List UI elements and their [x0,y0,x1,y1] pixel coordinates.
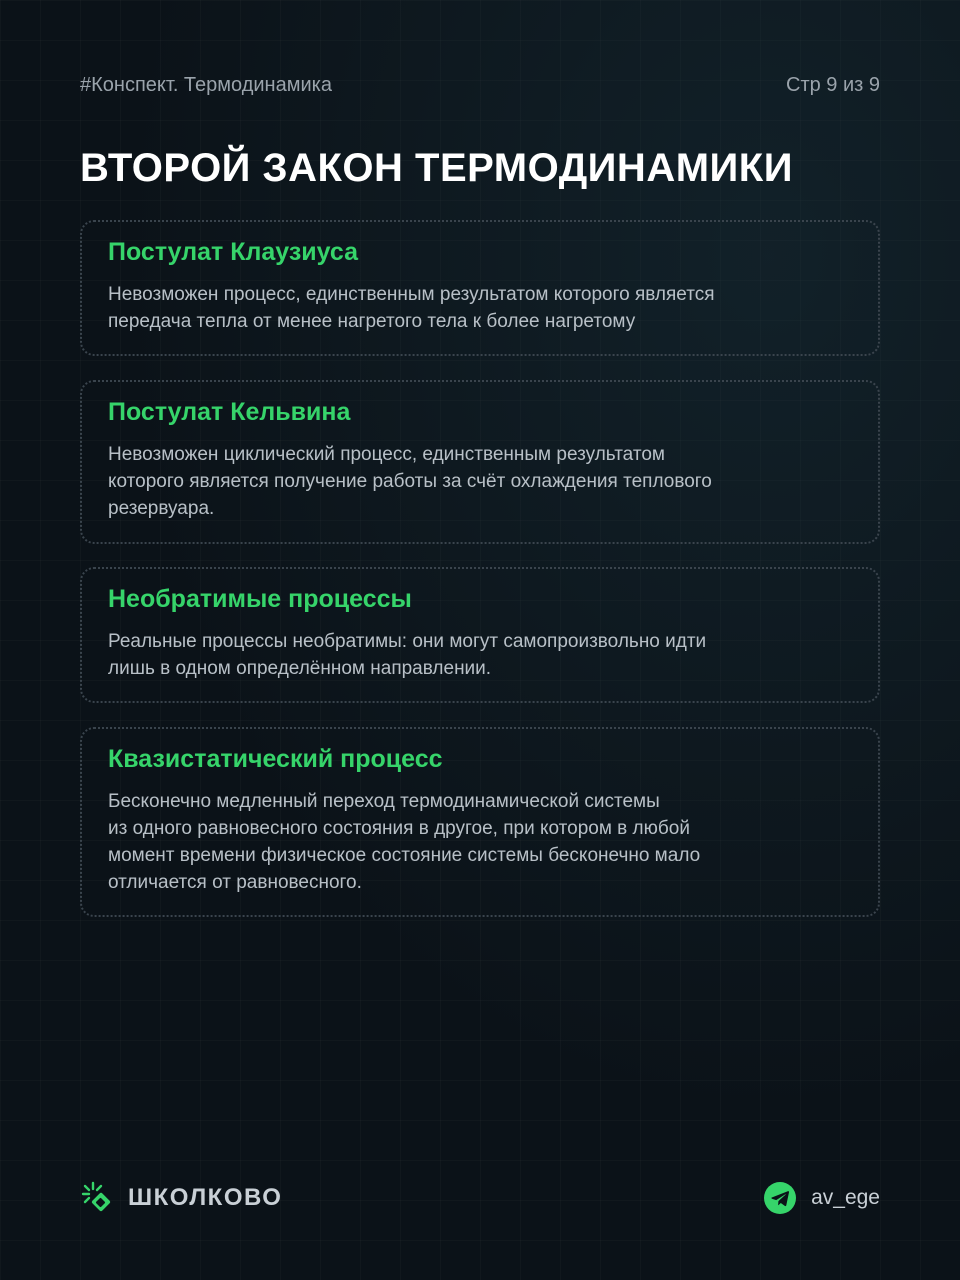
page-indicator: Стр 9 из 9 [786,74,880,96]
card-text-line: отличается от равновесного. [108,872,362,893]
brand [80,1181,282,1215]
card-text [108,441,852,522]
card-text-line: Невозможен процесс, единственным результатом которого является [108,284,715,305]
header [80,74,880,97]
card-irreversible [80,567,880,703]
card-text-line: Реальные процессы необратимы: они могут самопроизвольно идти [108,631,707,652]
card-text [108,788,852,896]
channel-link[interactable] [763,1181,880,1215]
card-text-line: из одного равновесного состояния в другое, при котором в любой [108,818,690,839]
card-text-line: Бесконечно медленный переход термодинамической системы [108,791,660,812]
card-title: Постулат Кельвина [108,398,351,426]
telegram-icon[interactable] [763,1181,797,1215]
card-clausius [80,220,880,356]
card-title: Необратимые процессы [108,585,412,613]
card-text-line: резервуара. [108,498,215,519]
card-text-line: лишь в одном определённом направлении. [108,658,492,679]
page-title: ВТОРОЙ ЗАКОН ТЕРМОДИНАМИКИ [80,146,793,190]
card-text [108,281,852,335]
card-text-line: момент времени физическое состояние системы бесконечно мало [108,845,701,866]
card-kelvin [80,380,880,544]
card-text-line: Невозможен циклический процесс, единственным результатом [108,444,665,465]
card-quasistatic [80,727,880,917]
card-text-line: которого является получение работы за счёт охлаждения теплового [108,471,712,492]
sparkle-logo-icon [80,1181,114,1215]
card-text [108,628,852,682]
section-tag: #Конспект. Термодинамика [80,74,332,96]
channel-name[interactable]: av_ege [811,1186,880,1209]
card-title: Постулат Клаузиуса [108,238,359,266]
card-text-line: передача тепла от менее нагретого тела к более нагретому [108,311,636,332]
footer [80,1178,880,1218]
card-title: Квазистатический процесс [108,745,443,773]
brand-name: ШКОЛКОВО [128,1184,283,1211]
